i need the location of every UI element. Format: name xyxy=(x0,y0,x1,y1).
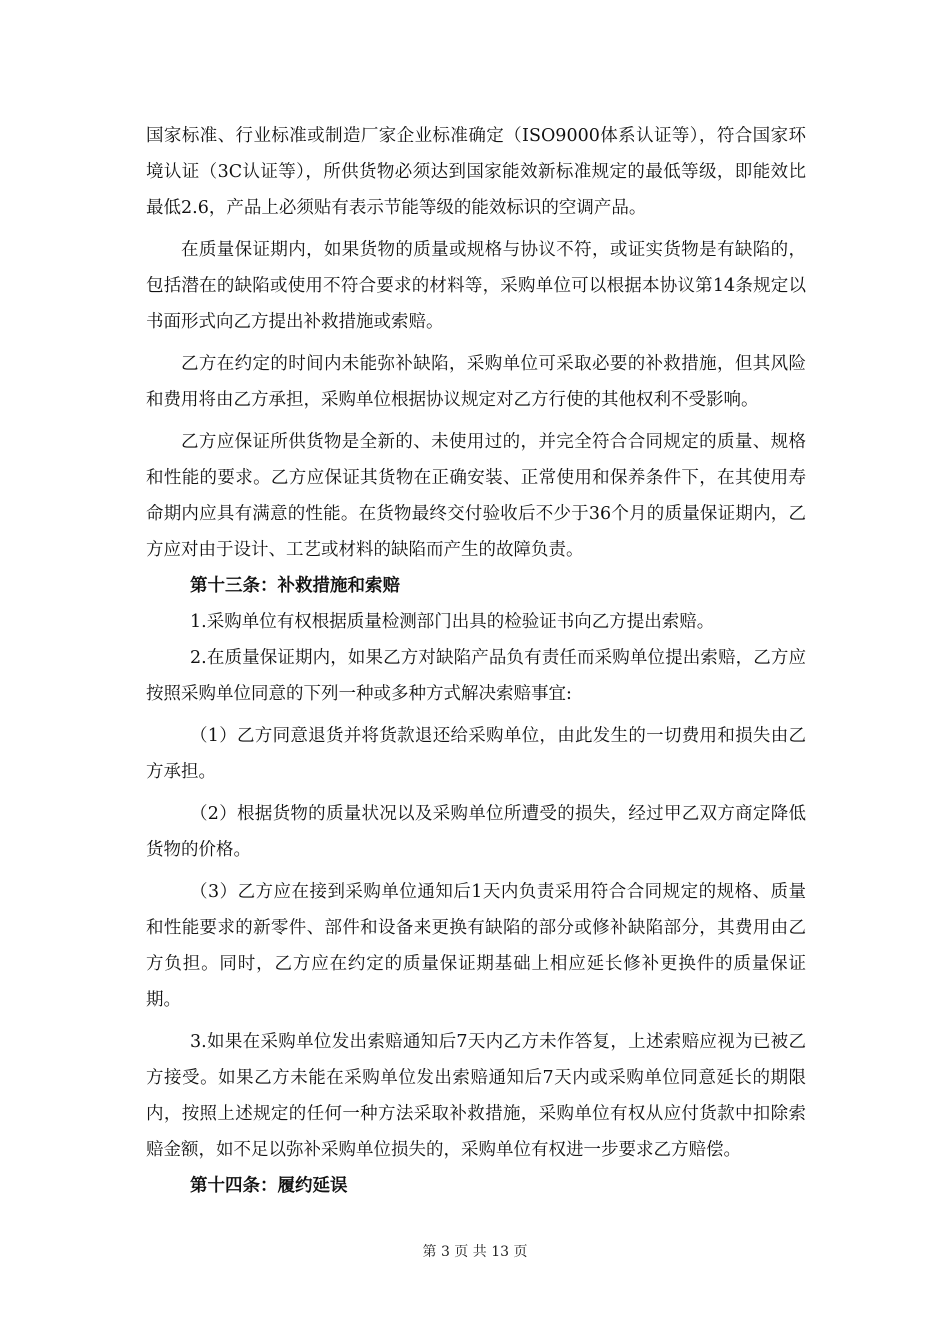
article-13-option-3: （3）乙方应在接到采购单位通知后1天内负责采用符合合同规定的规格、质量和性能要求的新零件、部件和设备来更换有缺陷的部分或修补缺陷部分，其费用由乙方负担。同时，乙方应在约定的质量保证期基础上相应延长修补更换件的质量保证期。 xyxy=(146,882,806,1010)
article-13-option-1: （1）乙方同意退货并将货款退还给采购单位，由此发生的一切费用和损失由乙方承担。 xyxy=(146,726,806,782)
paragraph-new-goods: 乙方应保证所供货物是全新的、未使用过的，并完全符合合同规定的质量、规格和性能的要求。乙方应保证其货物在正确安装、正常使用和保养条件下，在其使用寿命期内应具有满意的性能。在货物最终交付验收后不少于36个月的质量保证期内，乙方应对由于设计、工艺或材料的缺陷而产生的故障负责。 xyxy=(146,432,806,560)
page-number-footer: 第 3 页 共 13 页 xyxy=(422,1244,528,1260)
article-13-heading: 第十三条：补救措施和索赔 xyxy=(190,576,400,596)
article-13-item-1: 1.采购单位有权根据质量检测部门出具的检验证书向乙方提出索赔。 xyxy=(190,612,715,632)
article-14-heading: 第十四条：履约延误 xyxy=(190,1176,348,1196)
article-13-option-2: （2）根据货物的质量状况以及采购单位所遭受的损失，经过甲乙双方商定降低货物的价格。 xyxy=(146,804,806,860)
article-13-item-2: 2.在质量保证期内，如果乙方对缺陷产品负有责任而采购单位提出索赔，乙方应按照采购单位同意的下列一种或多种方式解决索赔事宜: xyxy=(146,648,806,704)
paragraph-standards: 国家标准、行业标准或制造厂家企业标准确定（ISO9000体系认证等），符合国家环境认证（3C认证等），所供货物必须达到国家能效新标准规定的最低等级，即能效比最低2.6，产品上必须贴有表示节能等级的能效标识的空调产品。 xyxy=(146,126,806,218)
paragraph-remedy-failure: 乙方在约定的时间内未能弥补缺陷，采购单位可采取必要的补救措施，但其风险和费用将由乙方承担，采购单位根据协议规定对乙方行使的其他权利不受影响。 xyxy=(146,354,806,410)
document-body xyxy=(146,118,806,1204)
article-13-item-3: 3.如果在采购单位发出索赔通知后7天内乙方未作答复，上述索赔应视为已被乙方接受。如果乙方未能在采购单位发出索赔通知后7天内或采购单位同意延长的期限内，按照上述规定的任何一种方法采取补救措施，采购单位有权从应付货款中扣除索赔金额，如不足以弥补采购单位损失的，采购单位有权进一步要求乙方赔偿。 xyxy=(146,1032,806,1160)
paragraph-quality-warranty: 在质量保证期内，如果货物的质量或规格与协议不符，或证实货物是有缺陷的，包括潜在的缺陷或使用不符合要求的材料等，采购单位可以根据本协议第14条规定以书面形式向乙方提出补救措施或索赔。 xyxy=(146,240,806,332)
